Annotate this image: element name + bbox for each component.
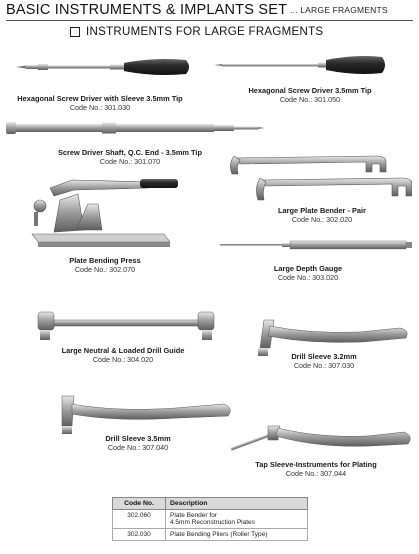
- screwdriver-shaft-image: [4, 118, 266, 138]
- code-table: [112, 497, 308, 541]
- item-caption: [98, 434, 178, 452]
- item-caption: [50, 256, 160, 274]
- item-name: Screw Driver Shaft, Q.C. End - 3.5mm Tip: [57, 148, 203, 157]
- description-line: Plate Bender for: [170, 512, 217, 519]
- table-header-code: Code No.: [113, 498, 166, 510]
- item-code: Code No.: 303.020: [277, 273, 339, 282]
- table-header-description: Description: [166, 498, 308, 510]
- depth-gauge-image: [218, 238, 414, 252]
- tap-sleeve-image: [228, 418, 414, 458]
- item-code: Code No.: 301.030: [69, 103, 131, 112]
- table-row: [113, 510, 308, 529]
- plate-bending-press-image: [14, 170, 184, 250]
- item-name: Tap Sleeve-Instruments for Plating: [255, 460, 377, 469]
- page-title: BASIC INSTRUMENTS & IMPLANTS SET: [6, 2, 288, 18]
- item-name: Large Plate Bender - Pair: [278, 206, 366, 215]
- drill-sleeve-35-image: [56, 390, 236, 436]
- table-cell-code: 302.060: [113, 510, 166, 529]
- item-name: Hexagonal Screw Driver with Sleeve 3.5mm Tip: [17, 94, 183, 103]
- page-subtitle: ... LARGE FRAGMENTS: [290, 5, 388, 15]
- section-heading: [70, 24, 323, 40]
- screwdriver-image: [212, 52, 388, 78]
- item-name: Drill Sleeve 3.2mm: [291, 352, 357, 361]
- item-code: Code No.: 307.044: [285, 469, 347, 478]
- item-caption: [48, 346, 198, 364]
- checkbox-square-icon: [70, 27, 80, 37]
- plate-bender-pair-image: [226, 150, 412, 208]
- item-caption: [284, 352, 364, 370]
- table-cell-description: [166, 510, 308, 529]
- item-caption: [226, 460, 406, 478]
- item-caption: [230, 86, 390, 104]
- item-name: Hexagonal Screw Driver 3.5mm Tip: [248, 86, 372, 95]
- item-code: Code No.: 304.020: [92, 355, 154, 364]
- description-line: 4.5mm Reconstruction Plates: [170, 519, 255, 526]
- item-caption: [262, 206, 382, 224]
- item-code: Code No.: 301.070: [99, 157, 161, 166]
- item-name: Plate Bending Press: [69, 256, 141, 265]
- item-caption: [262, 264, 354, 282]
- drill-guide-image: [32, 306, 222, 346]
- section-label: INSTRUMENTS FOR LARGE FRAGMENTS: [86, 26, 324, 38]
- table-cell-code: 302.030: [113, 529, 166, 541]
- item-name: Drill Sleeve 3.5mm: [105, 434, 171, 443]
- header-divider: [6, 20, 413, 21]
- screwdriver-with-sleeve-image: [14, 54, 194, 80]
- table-cell-description: Plate Bending Pliers (Roller Type): [166, 529, 308, 541]
- item-caption: [15, 94, 185, 112]
- item-code: Code No.: 307.040: [107, 443, 169, 452]
- item-name: Large Neutral & Loaded Drill Guide: [61, 346, 185, 355]
- item-code: Code No.: 302.020: [291, 215, 353, 224]
- table-header-row: [113, 498, 308, 510]
- item-code: Code No.: 307.030: [293, 361, 355, 370]
- item-name: Large Depth Gauge: [273, 264, 343, 273]
- item-caption: [40, 148, 220, 166]
- item-code: Code No.: 301.050: [279, 95, 341, 104]
- item-code: Code No.: 302.070: [74, 265, 136, 274]
- table-row: [113, 529, 308, 541]
